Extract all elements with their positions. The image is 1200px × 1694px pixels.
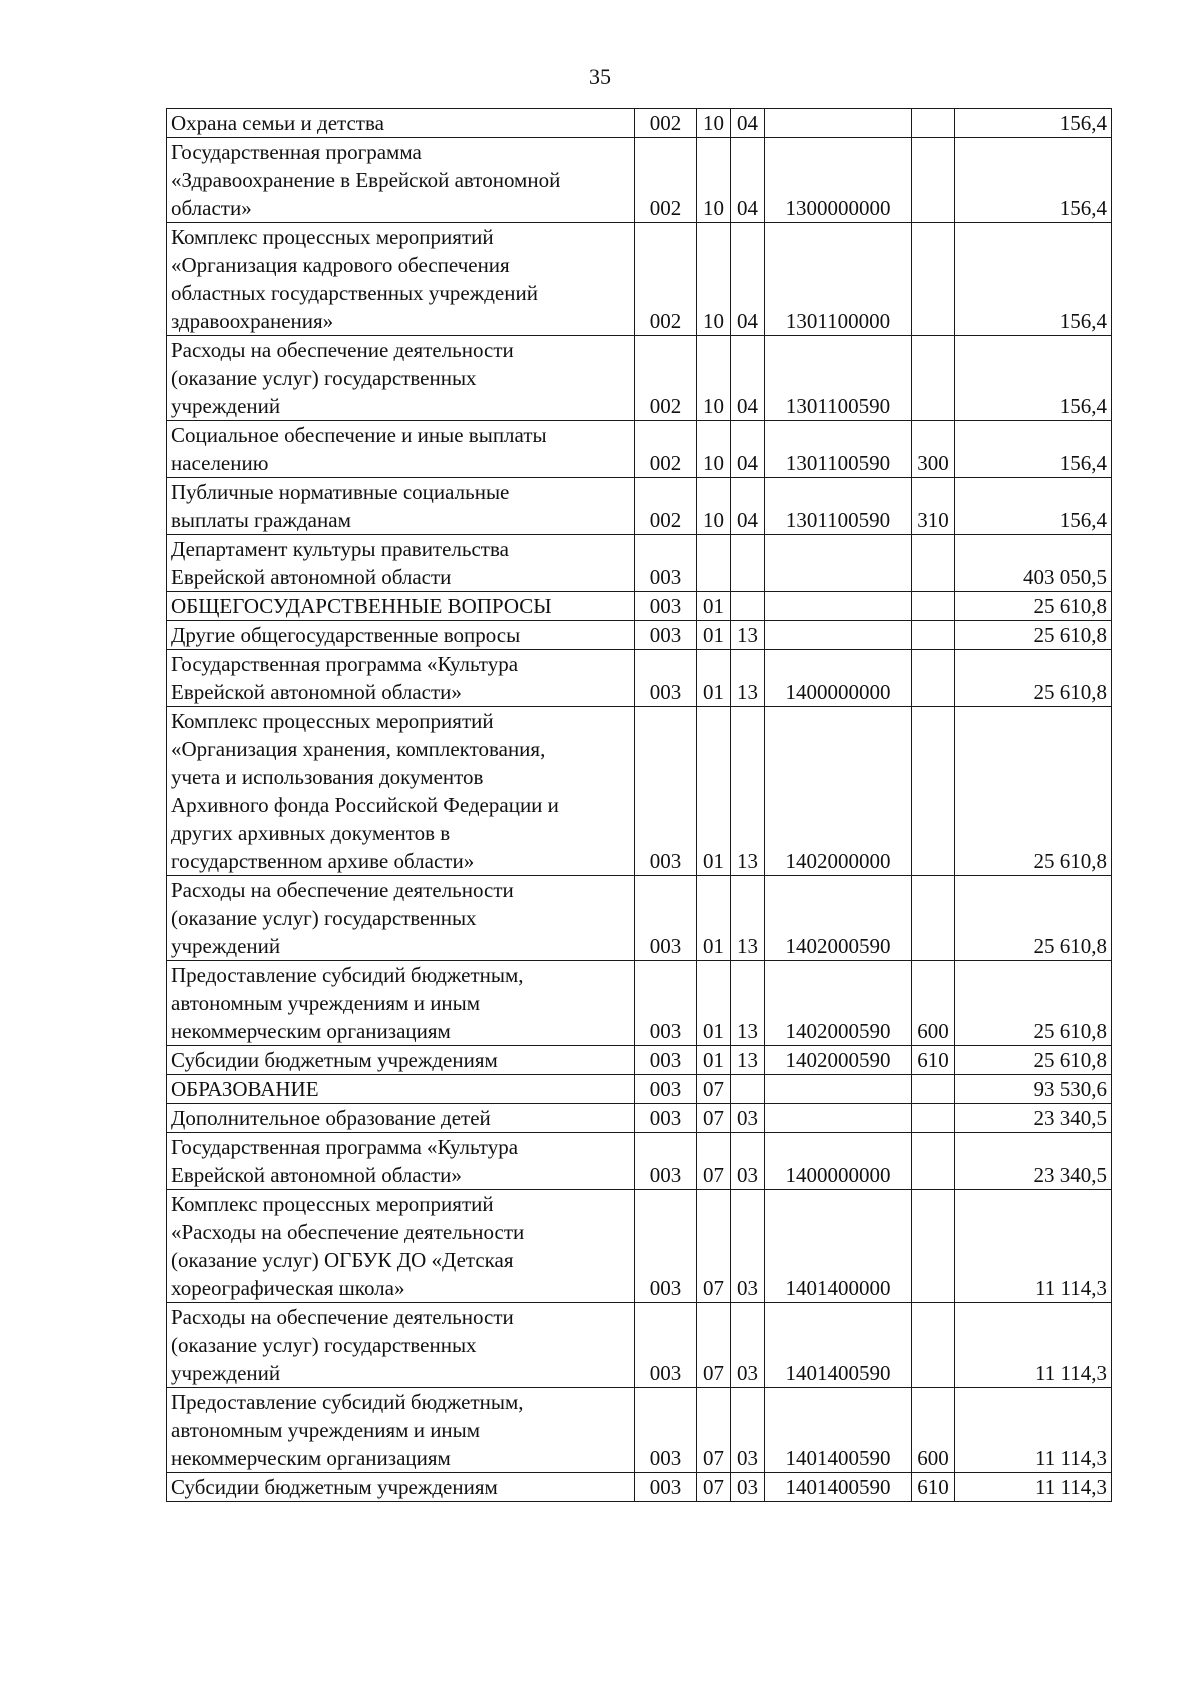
item-name-cell [167,1046,635,1075]
section-code-cell: 07 [697,1190,731,1303]
department-code-cell: 003 [635,1075,697,1104]
subsection-code-cell: 13 [731,876,765,961]
department-code-cell: 002 [635,223,697,336]
item-name-line: Другие общегосударственные вопросы [171,623,521,647]
table-row [167,1190,1112,1303]
expense-type-code-cell [912,223,955,336]
subsection-code-cell: 04 [731,138,765,223]
item-name-cell [167,876,635,961]
table-row [167,876,1112,961]
expense-type-code-cell [912,650,955,707]
item-name-line: учреждений [171,1361,281,1385]
target-article-code-cell: 1301100000 [765,223,912,336]
section-code-cell: 10 [697,478,731,535]
item-name-cell [167,109,635,138]
item-name-line: учреждений [171,934,281,958]
table-row [167,621,1112,650]
budget-table-body [167,109,1112,1502]
item-name-cell [167,1473,635,1502]
department-code-cell: 003 [635,592,697,621]
expense-type-code-cell: 600 [912,961,955,1046]
subsection-code-cell: 13 [731,1046,765,1075]
department-code-cell: 003 [635,1303,697,1388]
target-article-code-cell [765,621,912,650]
item-name-line: Государственная программа «Культура [171,652,519,676]
target-article-code-cell: 1400000000 [765,1133,912,1190]
expense-type-code-cell [912,621,955,650]
target-article-code-cell [765,109,912,138]
amount-cell: 156,4 [955,421,1112,478]
table-row [167,707,1112,876]
item-name-cell [167,650,635,707]
amount-cell: 11 114,3 [955,1303,1112,1388]
target-article-code-cell: 1402000590 [765,1046,912,1075]
expense-type-code-cell [912,1104,955,1133]
item-name-line: Государственная программа «Культура [171,1135,519,1159]
item-name-line: автономным учреждениям и иным [171,991,481,1015]
subsection-code-cell: 03 [731,1303,765,1388]
item-name-cell [167,138,635,223]
item-name-line: Комплекс процессных мероприятий [171,225,494,249]
section-code-cell: 01 [697,592,731,621]
item-name-line: ОБРАЗОВАНИЕ [171,1077,319,1101]
target-article-code-cell [765,1075,912,1104]
item-name-cell [167,1190,635,1303]
target-article-code-cell: 1401400590 [765,1388,912,1473]
expense-type-code-cell [912,1075,955,1104]
department-code-cell: 003 [635,535,697,592]
subsection-code-cell: 04 [731,478,765,535]
item-name-cell [167,421,635,478]
item-name-line: Департамент культуры правительства [171,537,509,561]
amount-cell: 11 114,3 [955,1190,1112,1303]
amount-cell: 25 610,8 [955,621,1112,650]
amount-cell: 25 610,8 [955,961,1112,1046]
item-name-line: (оказание услуг) ОГБУК ДО «Детская [171,1248,514,1272]
item-name-line: учета и использования документов [171,765,484,789]
section-code-cell: 01 [697,650,731,707]
section-code-cell: 07 [697,1388,731,1473]
department-code-cell: 002 [635,109,697,138]
target-article-code-cell [765,1104,912,1133]
amount-cell: 11 114,3 [955,1388,1112,1473]
subsection-code-cell: 03 [731,1190,765,1303]
expense-type-code-cell: 600 [912,1388,955,1473]
table-row [167,1473,1112,1502]
item-name-cell [167,336,635,421]
table-row [167,336,1112,421]
item-name-line: Еврейской автономной области [171,565,452,589]
item-name-line: Предоставление субсидий бюджетным, [171,1390,524,1414]
item-name-line: выплаты гражданам [171,508,351,532]
item-name-cell [167,621,635,650]
section-code-cell: 07 [697,1133,731,1190]
target-article-code-cell: 1301100590 [765,421,912,478]
section-code-cell: 07 [697,1303,731,1388]
department-code-cell: 003 [635,650,697,707]
table-row [167,1133,1112,1190]
expense-type-code-cell [912,1303,955,1388]
item-name-line: некоммерческим организациям [171,1019,451,1043]
subsection-code-cell: 04 [731,109,765,138]
budget-table [166,108,1112,1502]
section-code-cell: 01 [697,621,731,650]
item-name-line: Публичные нормативные социальные [171,480,510,504]
target-article-code-cell: 1401400000 [765,1190,912,1303]
department-code-cell: 003 [635,961,697,1046]
expense-type-code-cell: 610 [912,1473,955,1502]
item-name-line: ОБЩЕГОСУДАРСТВЕННЫЕ ВОПРОСЫ [171,594,552,618]
target-article-code-cell [765,592,912,621]
item-name-line: хореографическая школа» [171,1276,405,1300]
item-name-line: (оказание услуг) государственных [171,906,477,930]
amount-cell: 156,4 [955,109,1112,138]
amount-cell: 403 050,5 [955,535,1112,592]
expense-type-code-cell [912,592,955,621]
item-name-cell [167,1104,635,1133]
table-row [167,1303,1112,1388]
page-number: 35 [589,64,611,89]
subsection-code-cell: 04 [731,421,765,478]
item-name-cell [167,1388,635,1473]
item-name-line: «Здравоохранение в Еврейской автономной [171,168,561,192]
department-code-cell: 003 [635,707,697,876]
expense-type-code-cell [912,336,955,421]
amount-cell: 156,4 [955,223,1112,336]
subsection-code-cell: 13 [731,707,765,876]
table-row [167,650,1112,707]
department-code-cell: 003 [635,1473,697,1502]
item-name-line: (оказание услуг) государственных [171,366,477,390]
amount-cell: 25 610,8 [955,707,1112,876]
table-row [167,138,1112,223]
department-code-cell: 003 [635,1133,697,1190]
subsection-code-cell: 13 [731,650,765,707]
section-code-cell: 07 [697,1473,731,1502]
amount-cell: 25 610,8 [955,592,1112,621]
item-name-cell [167,535,635,592]
subsection-code-cell: 03 [731,1388,765,1473]
item-name-line: «Расходы на обеспечение деятельности [171,1220,525,1244]
table-row [167,1388,1112,1473]
expense-type-code-cell [912,138,955,223]
amount-cell: 25 610,8 [955,876,1112,961]
target-article-code-cell: 1300000000 [765,138,912,223]
item-name-line: Субсидии бюджетным учреждениям [171,1475,498,1499]
section-code-cell: 01 [697,1046,731,1075]
table-row [167,478,1112,535]
section-code-cell: 10 [697,138,731,223]
item-name-cell [167,1303,635,1388]
item-name-line: государственном архиве области» [171,849,475,873]
subsection-code-cell: 13 [731,621,765,650]
item-name-cell [167,961,635,1046]
expense-type-code-cell [912,876,955,961]
target-article-code-cell: 1401400590 [765,1303,912,1388]
item-name-line: Субсидии бюджетным учреждениям [171,1048,498,1072]
table-row [167,535,1112,592]
item-name-line: Расходы на обеспечение деятельности [171,338,514,362]
item-name-cell [167,1133,635,1190]
target-article-code-cell: 1301100590 [765,336,912,421]
table-row [167,1104,1112,1133]
item-name-line: некоммерческим организациям [171,1446,451,1470]
expense-type-code-cell [912,707,955,876]
item-name-line: Государственная программа [171,140,422,164]
amount-cell: 156,4 [955,138,1112,223]
item-name-line: Еврейской автономной области» [171,680,462,704]
expense-type-code-cell [912,109,955,138]
subsection-code-cell: 13 [731,961,765,1046]
item-name-cell [167,592,635,621]
department-code-cell: 003 [635,876,697,961]
subsection-code-cell: 04 [731,336,765,421]
item-name-line: областных государственных учреждений [171,281,538,305]
section-code-cell: 10 [697,421,731,478]
section-code-cell [697,535,731,592]
department-code-cell: 003 [635,1104,697,1133]
item-name-cell [167,1075,635,1104]
subsection-code-cell [731,1075,765,1104]
department-code-cell: 002 [635,336,697,421]
department-code-cell: 003 [635,1046,697,1075]
section-code-cell: 07 [697,1104,731,1133]
item-name-line: Еврейской автономной области» [171,1163,462,1187]
item-name-line: области» [171,196,252,220]
item-name-line: автономным учреждениям и иным [171,1418,481,1442]
target-article-code-cell: 1402000000 [765,707,912,876]
subsection-code-cell: 03 [731,1104,765,1133]
amount-cell: 25 610,8 [955,1046,1112,1075]
section-code-cell: 07 [697,1075,731,1104]
subsection-code-cell: 03 [731,1133,765,1190]
expense-type-code-cell: 310 [912,478,955,535]
item-name-line: Расходы на обеспечение деятельности [171,1305,514,1329]
table-row [167,1075,1112,1104]
target-article-code-cell: 1400000000 [765,650,912,707]
expense-type-code-cell: 610 [912,1046,955,1075]
table-row [167,592,1112,621]
section-code-cell: 01 [697,876,731,961]
item-name-line: «Организация хранения, комплектования, [171,737,546,761]
item-name-line: учреждений [171,394,281,418]
amount-cell: 11 114,3 [955,1473,1112,1502]
item-name-line: других архивных документов в [171,821,451,845]
expense-type-code-cell [912,1133,955,1190]
item-name-line: «Организация кадрового обеспечения [171,253,510,277]
item-name-line: (оказание услуг) государственных [171,1333,477,1357]
target-article-code-cell [765,535,912,592]
section-code-cell: 01 [697,707,731,876]
amount-cell: 156,4 [955,478,1112,535]
expense-type-code-cell [912,1190,955,1303]
section-code-cell: 10 [697,336,731,421]
expense-type-code-cell [912,535,955,592]
item-name-line: Предоставление субсидий бюджетным, [171,963,524,987]
department-code-cell: 002 [635,478,697,535]
department-code-cell: 003 [635,1388,697,1473]
item-name-line: населению [171,451,269,475]
item-name-line: здравоохранения» [171,309,334,333]
item-name-cell [167,478,635,535]
item-name-line: Архивного фонда Российской Федерации и [171,793,559,817]
item-name-line: Охрана семьи и детства [171,111,384,135]
table-row [167,223,1112,336]
subsection-code-cell: 03 [731,1473,765,1502]
target-article-code-cell: 1401400590 [765,1473,912,1502]
department-code-cell: 002 [635,138,697,223]
table-row [167,421,1112,478]
section-code-cell: 10 [697,109,731,138]
item-name-cell [167,707,635,876]
section-code-cell: 01 [697,961,731,1046]
amount-cell: 23 340,5 [955,1133,1112,1190]
amount-cell: 25 610,8 [955,650,1112,707]
amount-cell: 93 530,6 [955,1075,1112,1104]
subsection-code-cell: 04 [731,223,765,336]
table-row [167,1046,1112,1075]
item-name-line: Расходы на обеспечение деятельности [171,878,514,902]
department-code-cell: 003 [635,621,697,650]
item-name-line: Дополнительное образование детей [171,1106,491,1130]
table-row [167,961,1112,1046]
table-row [167,109,1112,138]
item-name-cell [167,223,635,336]
target-article-code-cell: 1301100590 [765,478,912,535]
amount-cell: 23 340,5 [955,1104,1112,1133]
department-code-cell: 003 [635,1190,697,1303]
item-name-line: Комплекс процессных мероприятий [171,709,494,733]
amount-cell: 156,4 [955,336,1112,421]
target-article-code-cell: 1402000590 [765,961,912,1046]
target-article-code-cell: 1402000590 [765,876,912,961]
subsection-code-cell [731,592,765,621]
item-name-line: Социальное обеспечение и иные выплаты [171,423,547,447]
expense-type-code-cell: 300 [912,421,955,478]
subsection-code-cell [731,535,765,592]
section-code-cell: 10 [697,223,731,336]
department-code-cell: 002 [635,421,697,478]
item-name-line: Комплекс процессных мероприятий [171,1192,494,1216]
